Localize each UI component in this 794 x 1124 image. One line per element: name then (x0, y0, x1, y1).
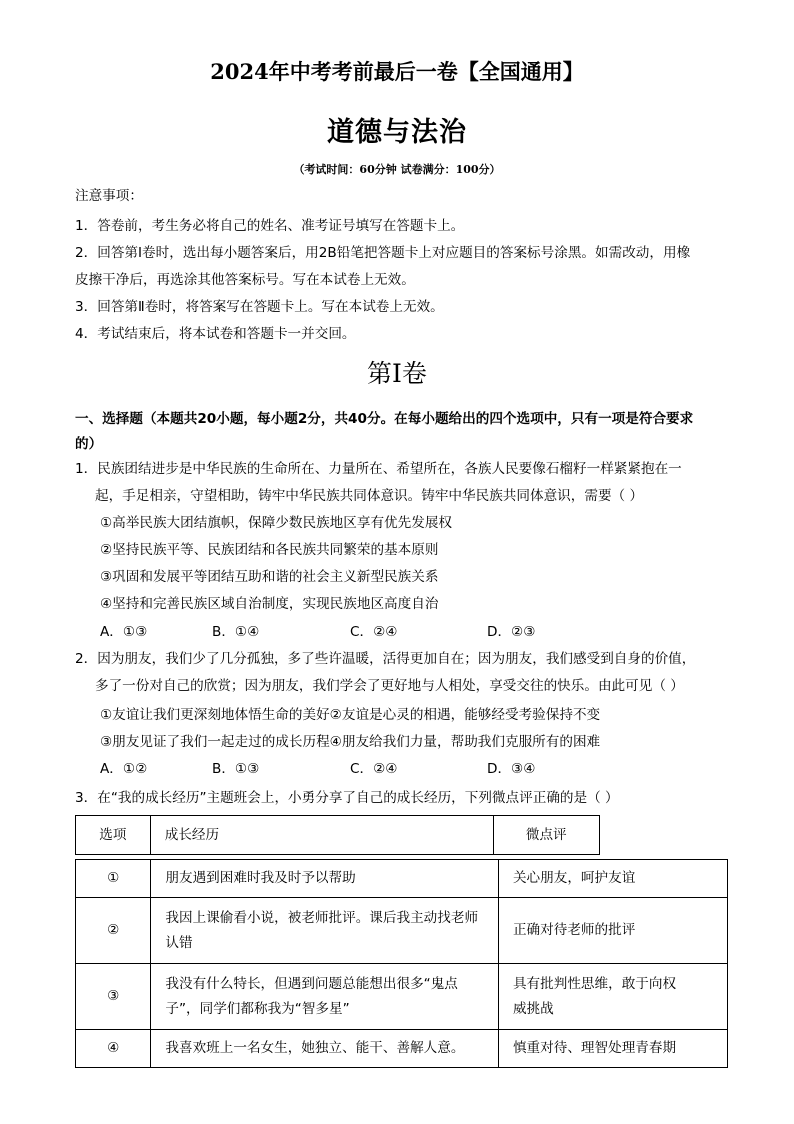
q3-stem: 3．在“我的成长经历”主题班会上，小勇分享了自己的成长经历，下列微点评正确的是（ ） (75, 790, 619, 806)
q1-statement: ④坚持和完善民族区域自治制度，实现民族地区高度自治 (100, 596, 439, 612)
experience-cell: 我没有什么特长，但遇到问题总能想出很多“鬼点 子”，同学们都称我为“智多星” (151, 964, 499, 1030)
table-row (76, 1030, 728, 1068)
q2-statement: ③朋友见证了我们一起走过的成长历程④朋友给我们力量，帮助我们克服所有的困难 (100, 734, 601, 750)
q1-statement: ②坚持民族平等、民族团结和各民族共同繁荣的基本原则 (100, 542, 439, 558)
q3-table-header (75, 815, 600, 855)
section-heading-cont: 的） (75, 436, 103, 452)
note-item: 4．考试结束后，将本试卷和答题卡一并交回。 (75, 326, 356, 342)
q2-option-a[interactable]: A．①② (100, 761, 148, 777)
q1-statement: ①高举民族大团结旗帜，保障少数民族地区享有优先发展权 (100, 515, 453, 531)
exam-info: （考试时间：60分钟 试卷满分：100分） (293, 163, 501, 176)
comment-cell: 关心朋友，呵护友谊 (498, 860, 727, 898)
notes-heading: 注意事项： (75, 188, 143, 204)
subject-title: 道德与法治 (327, 117, 467, 148)
comment-cell: 慎重对待、理智处理青春期 (498, 1030, 727, 1068)
table-row (76, 964, 728, 1030)
header-option: 选项 (76, 816, 151, 855)
volume-title: 第Ⅰ卷 (367, 359, 427, 388)
table-row (76, 898, 728, 964)
q2-statement: ①友谊让我们更深刻地体悟生命的美好②友谊是心灵的相遇，能够经受考验保持不变 (100, 707, 601, 723)
header-comment: 微点评 (493, 816, 600, 855)
q1-option-c[interactable]: C．②④ (350, 624, 398, 640)
q1-stem: 1．民族团结进步是中华民族的生命所在、力量所在、希望所在，各族人民要像石榴籽一样紧紧抱在一 (75, 461, 682, 477)
note-item: 皮擦干净后，再选涂其他答案标号。写在本试卷上无效。 (75, 272, 415, 288)
exam-title: 2024年中考考前最后一卷【全国通用】 (210, 59, 584, 84)
note-item: 1．答卷前，考生务必将自己的姓名、准考证号填写在答题卡上。 (75, 218, 465, 234)
experience-cell: 朋友遇到困难时我及时予以帮助 (151, 860, 499, 898)
option-cell: ④ (76, 1030, 151, 1068)
q2-stem: 2．因为朋友，我们少了几分孤独，多了些许温暖，活得更加自在；因为朋友，我们感受到自身的价值， (75, 651, 696, 667)
q1-option-b[interactable]: B．①④ (212, 624, 260, 640)
experience-cell: 我喜欢班上一名女生，她独立、能干、善解人意。 (151, 1030, 499, 1068)
comment-cell: 具有批判性思维，敢于向权 威挑战 (498, 964, 727, 1030)
header-experience: 成长经历 (150, 816, 493, 855)
q1-option-d[interactable]: D．②③ (487, 624, 536, 640)
section-heading: 一、选择题（本题共20小题，每小题2分，共40分。在每小题给出的四个选项中，只有一项是符合要求 (75, 411, 694, 427)
q1-option-a[interactable]: A．①③ (100, 624, 148, 640)
q3-table (75, 859, 728, 1068)
q2-option-d[interactable]: D．③④ (487, 761, 536, 777)
note-item: 2．回答第Ⅰ卷时，选出每小题答案后，用2B铅笔把答题卡上对应题目的答案标号涂黑。如需改动，用橡 (75, 245, 691, 261)
table-row (76, 860, 728, 898)
q2-stem-cont: 多了一份对自己的欣赏；因为朋友，我们学会了更好地与人相处，享受交往的快乐。由此可见（ ） (95, 678, 684, 694)
comment-cell: 正确对待老师的批评 (498, 898, 727, 964)
experience-cell: 我因上课偷看小说，被老师批评。课后我主动找老师 认错 (151, 898, 499, 964)
q2-option-b[interactable]: B．①③ (212, 761, 260, 777)
option-cell: ③ (76, 964, 151, 1030)
q2-option-c[interactable]: C．②④ (350, 761, 398, 777)
option-cell: ① (76, 860, 151, 898)
q1-stem-cont: 起，手足相亲，守望相助，铸牢中华民族共同体意识。铸牢中华民族共同体意识，需要（ ） (95, 488, 644, 504)
note-item: 3．回答第Ⅱ卷时，将答案写在答题卡上。写在本试卷上无效。 (75, 299, 444, 315)
option-cell: ② (76, 898, 151, 964)
q1-statement: ③巩固和发展平等团结互助和谐的社会主义新型民族关系 (100, 569, 439, 585)
